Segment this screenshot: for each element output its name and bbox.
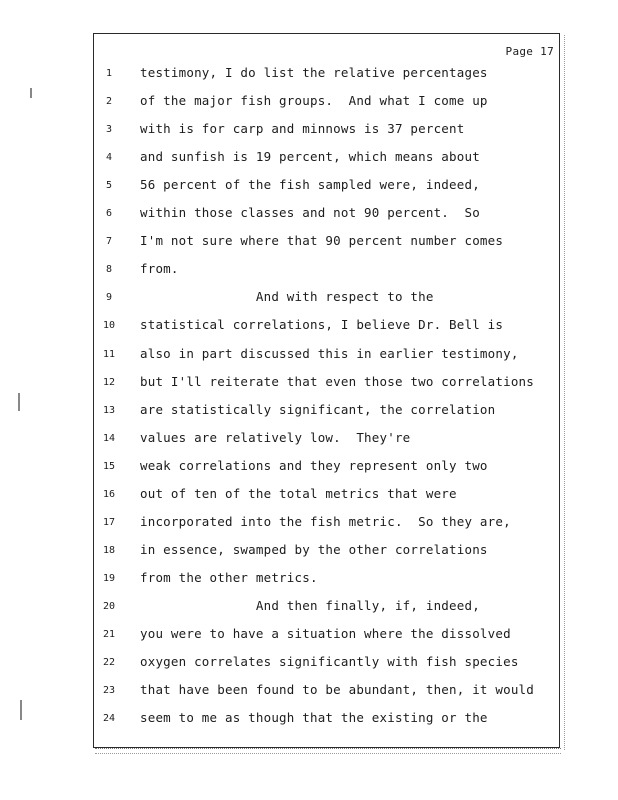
line-number: 6 [105,208,113,220]
line-text: out of ten of the total metrics that were [140,485,457,501]
line-number: 10 [102,320,116,332]
line-number: 1 [105,68,113,79]
transcript-line [0,485,618,505]
transcript-line [0,681,618,701]
line-text: And with respect to the [140,289,434,305]
line-text: values are relatively low. They're [140,429,411,445]
line-number: 11 [102,348,116,360]
transcript-line [0,64,618,84]
line-text: statistical correlations, I believe Dr. Bell is [140,317,504,333]
transcript-line [0,401,618,421]
page-bottom-edge [95,748,561,754]
transcript-line [0,429,618,449]
line-number: 24 [102,713,116,725]
line-text: from. [140,261,179,277]
transcript-line [0,345,618,365]
transcript-line [0,541,618,561]
line-number: 2 [105,96,113,108]
line-text: oxygen correlates significantly with fish species [140,654,519,670]
line-text: that have been found to be abundant, then, it would [140,682,535,698]
transcript-line [0,148,618,168]
line-text: 56 percent of the fish sampled were, indeed, [140,177,480,193]
line-number: 12 [102,376,116,388]
line-text: are statistically significant, the correlation [140,401,496,417]
line-number: 3 [105,124,113,136]
line-number: 23 [102,685,116,697]
line-text: And then finally, if, indeed, [140,597,480,613]
line-number: 7 [105,236,113,248]
transcript-line [0,709,618,729]
line-number: 15 [102,460,116,472]
transcript-line [0,204,618,224]
transcript-line [0,597,618,617]
line-number: 8 [105,264,113,276]
line-text: within those classes and not 90 percent. So [140,205,480,221]
line-number: 16 [102,488,116,500]
transcript-line [0,625,618,645]
transcript-line [0,316,618,336]
transcript-line [0,120,618,140]
line-text: incorporated into the fish metric. So they are, [140,513,511,529]
line-text: with is for carp and minnows is 37 percent [140,121,465,137]
line-text: I'm not sure where that 90 percent number comes [140,233,504,249]
line-number: 21 [102,629,116,640]
line-number: 5 [105,180,113,192]
line-number: 13 [102,404,116,416]
line-number: 4 [105,152,113,164]
line-text: testimony, I do list the relative percentages [140,65,488,80]
transcript-line [0,92,618,112]
transcript-line [0,457,618,477]
transcript-line [0,513,618,533]
transcript-line [0,260,618,280]
line-text: in essence, swamped by the other correlations [140,541,488,557]
line-number: 18 [102,544,116,556]
transcript-line [0,232,618,252]
line-text: weak correlations and they represent only two [140,457,488,473]
line-number: 22 [102,657,116,669]
line-number: 9 [105,292,113,304]
line-text: also in part discussed this in earlier testimony, [140,345,519,361]
line-number: 17 [102,516,116,528]
line-text: seem to me as though that the existing or the [140,710,488,726]
transcript-line [0,653,618,673]
line-number: 20 [102,600,116,612]
transcript-line [0,288,618,308]
line-number: 14 [102,432,116,444]
line-text: you were to have a situation where the dissolved [140,626,511,641]
transcript-line [0,176,618,196]
transcript-line [0,569,618,589]
line-number: 19 [102,572,116,584]
line-text: of the major fish groups. And what I come up [140,93,488,109]
transcript-line [0,373,618,393]
line-text: and sunfish is 19 percent, which means about [140,149,480,165]
page-number: Page 17 [505,45,554,58]
line-text: but I'll reiterate that even those two correlations [140,373,535,389]
line-text: from the other metrics. [140,569,318,585]
